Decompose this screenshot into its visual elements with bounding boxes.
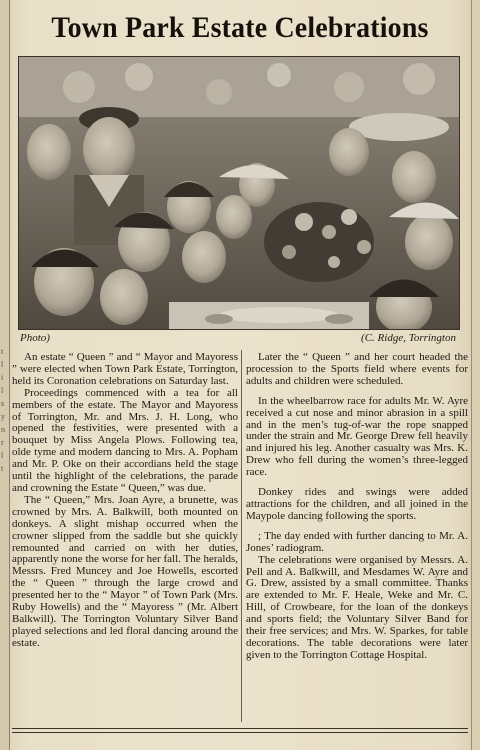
bottom-rule [12, 728, 468, 733]
photo-label: Photo) [20, 332, 50, 344]
article-headline: Town Park Estate Celebrations [51, 11, 429, 44]
adjacent-column-fragment [0, 0, 10, 750]
edge-fragment: s [1, 399, 5, 408]
edge-fragment: l [1, 360, 4, 369]
edge-fragment: r [1, 438, 4, 447]
crowd-photo-image [19, 57, 459, 329]
article-column-right [246, 352, 468, 662]
edge-fragment: i [1, 373, 4, 382]
article-paragraph: Later the “ Queen ” and her court headed the procession to the Sports field where events for adults and children were scheduled. [246, 351, 468, 387]
article-paragraph: Donkey rides and swings were added attractions for the children, and all joined in the Maypole dancing following the sports. [246, 486, 468, 522]
edge-fragment: t [1, 347, 4, 356]
article-paragraph: Proceedings commenced with a tea for all members of the estate. The Mayor and Mayoress of Torrington, Mr. and Mrs. J. H. Long, who opened the festivities, were presented with a bouquet by Miss Angela Plows. Following tea, olde tyme and modern dancing to Mrs. A. Popham and Mr. P. Oke on their accordians held the stage until the highlight of the celebrations, the parade and crowning the Estate “ Queen,” was due. [12, 386, 238, 494]
article-paragraph: ; The day ended with further dancing to Mr. A. Jones’ radiogram. [246, 529, 468, 554]
page-right-edge [471, 0, 480, 750]
edge-fragment: n [1, 425, 5, 434]
edge-fragment: t [1, 464, 4, 473]
article-paragraph: The “ Queen,” Mrs. Joan Ayre, a brunette, was crowned by Mrs. A. Balkwill, both mounted on donkeys. A slight mishap occurred when the crowner slipped from the saddle but she quickly remounted and carried on with her duties, apparently none the worse for her fall. The heralds, Messrs. Fred Muncey and Joe Howells, escorted the “ Queen ” through the large crowd and presented her to the “ Mayor ” of Town Park (Mrs. Ruby Howells) and the “ Mayoress ” (Mr. Albert Balkwill). The Torrington Voluntary Silver Band played selections and led floral dancing around the estate. [12, 493, 238, 649]
column-divider [241, 350, 242, 722]
article-column-left [12, 352, 238, 650]
celebration-photo [18, 56, 460, 330]
article-paragraph: In the wheelbarrow race for adults Mr. W. Ayre received a cut nose and minor abrasion in a spill and in the men’s tug-of-war the rope snapped under the strain and Mr. George Drew fell heavily and injured his leg. Another casualty was Mrs. K. Drew who fell during the women’s three-legged race. [246, 394, 468, 479]
edge-fragment: l [1, 386, 4, 395]
edge-fragment: l [1, 451, 4, 460]
photo-credit: (C. Ridge, Torrington [361, 332, 456, 344]
photo-caption [20, 332, 456, 348]
edge-fragment: y [1, 412, 5, 421]
article-paragraph: An estate “ Queen ” and “ Mayor and Mayoress ” were elected when Town Park Estate, Torrington, held its Coronation celebrations on Saturday last. [12, 351, 238, 387]
article-paragraph: The celebrations were organised by Messrs. A. Pell and A. Balkwill, and Mesdames W. Ayre and G. Drew, assisted by a small committee. Thanks are extended to Mr. F. Heale, Weke and Mr. C. Hill, of Crowbeare, for the loan of the donkeys and sports field; the Voluntary Silver Band for their free services; and Mrs. W. Sparkes, for table decorations. The table decorations were later given to the Torrington Cottage Hospital. [246, 553, 468, 661]
